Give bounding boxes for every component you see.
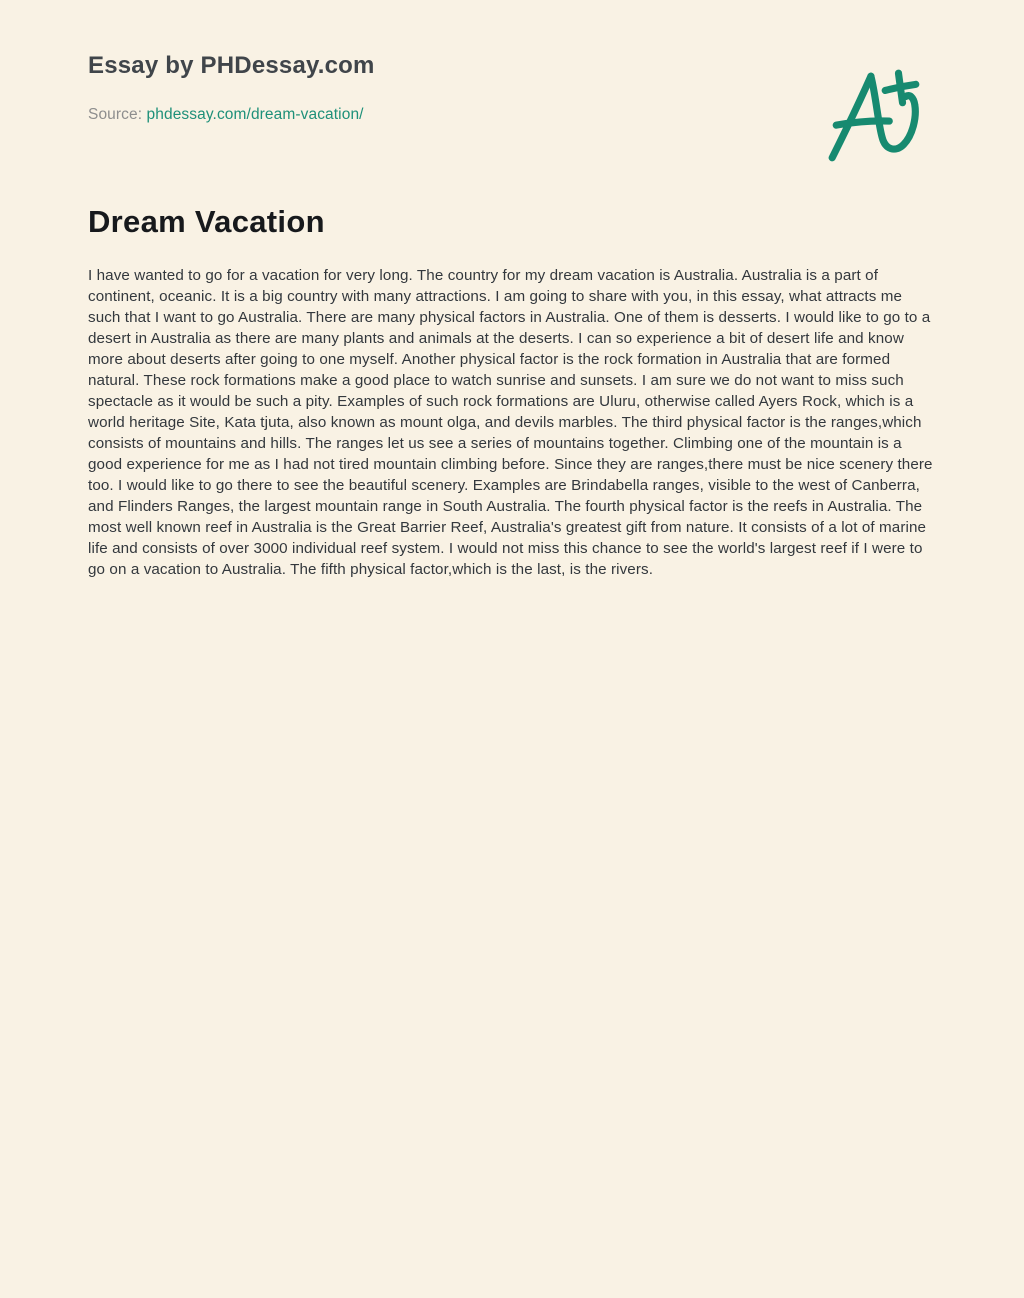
source-link[interactable]: phdessay.com/dream-vacation/ [146, 106, 364, 123]
source-label: Source: [88, 106, 143, 123]
essay-body: I have wanted to go for a vacation for very long. The country for my dream vacation is Australia. Australia is a part of continent, oceanic. It is a big country with many attractions. I am going to share with you, in this essay, what attracts me such that I want to go Australia. There are many physical factors in Australia. One of them is desserts. I would like to go to a desert in Australia as there are many plants and animals at the deserts. I can so experience a bit of desert life and know more about deserts after going to one myself. Another physical factor is the rock formation in Australia that are formed natural. These rock formations make a good place to watch sunrise and sunsets. I am sure we do not want to miss such spectacle as it would be such a pity. Examples of such rock formations are Uluru, otherwise called Ayers Rock, which is a world heritage Site, Kata tjuta, also known as mount olga, and devils marbles. The third physical factor is the ranges,which consists of mountains and hills. The ranges let us see a series of mountains together. Climbing one of the mountain is a good experience for me as I had not tired mountain climbing before. Since they are ranges,there must be nice scenery there too. I would like to go there to see the beautiful scenery. Examples are Brindabella ranges, visible to the west of Canberra, and Flinders Ranges, the largest mountain range in South Australia. The fourth physical factor is the reefs in Australia. The most well known reef in Australia is the Great Barrier Reef, Australia's greatest gift from nature. It consists of a lot of marine life and consists of over 3000 individual reef system. I would not miss this chance to see the world's largest reef if I were to go on a vacation to Australia. The fifth physical factor,which is the last, is the rivers. [88, 267, 933, 578]
header-text-block [88, 50, 375, 124]
page-header [88, 50, 936, 172]
header-title: Essay by PHDessay.com [88, 52, 375, 79]
source-line [88, 106, 375, 124]
a-plus-logo-icon [824, 62, 926, 172]
essay-title: Dream Vacation [88, 204, 325, 239]
